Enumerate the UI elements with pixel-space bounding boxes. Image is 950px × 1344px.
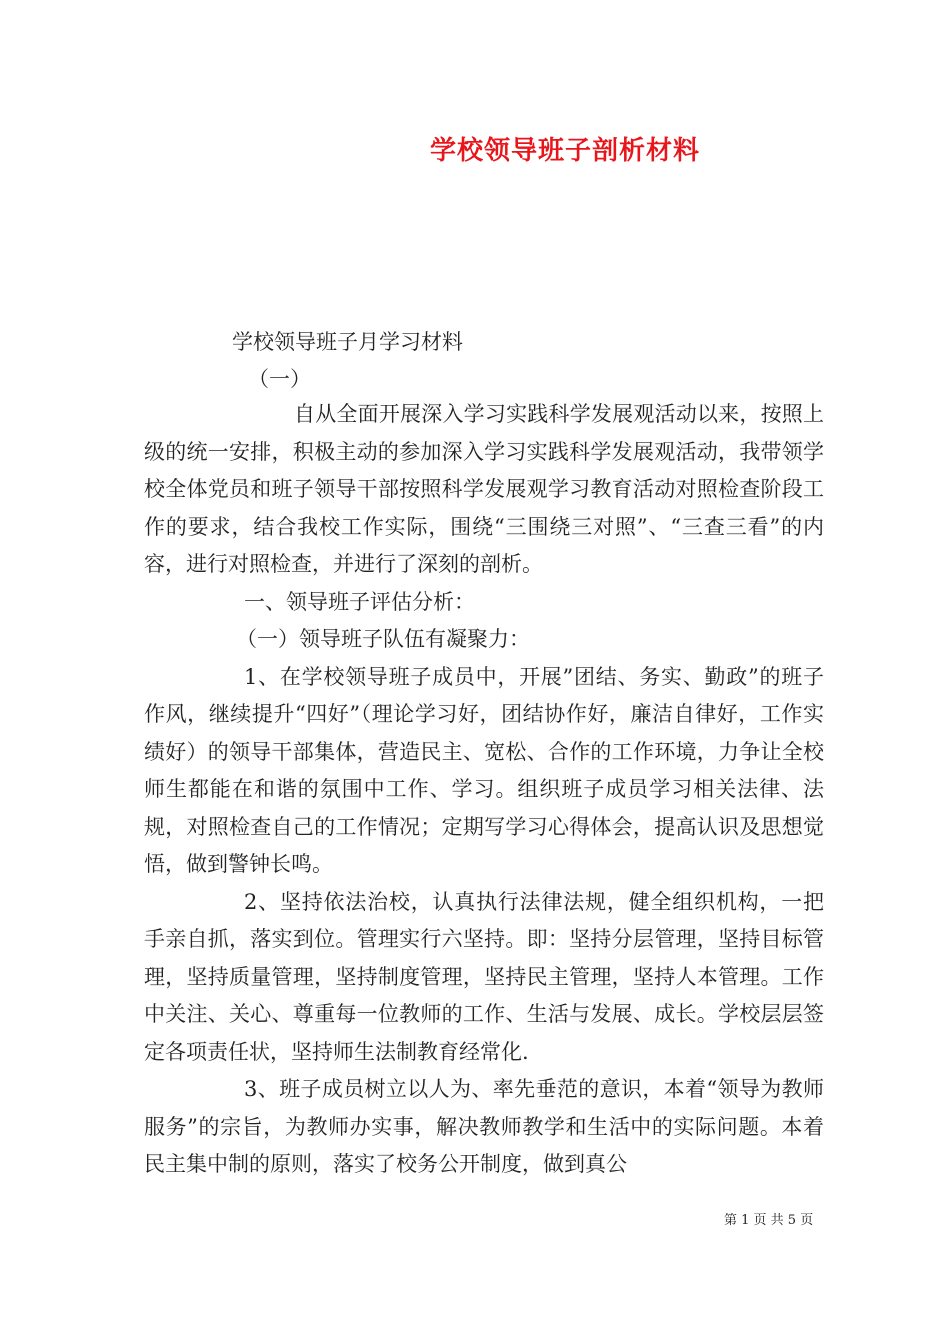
document-body [144,396,824,1184]
section-marker: （一） [248,367,311,391]
list-item-1: 1、在学校领导班子成员中，开展”团结、务实、勤政”的班子作风，继续提升“四好”（理论学习好，团结协作好，廉洁自律好，工作实绩好）的领导干部集体，营造民主、宽松、合作的工作环境，力争让全校师生都能在和谐的氛围中工作、学习。组织班子成员学习相关法律、法规，对照检查自己的工作情况；定期写学习心得体会，提高认识及思想觉悟，做到警钟长鸣。 [144,664,824,876]
list-item-2: 2、坚持依法治校，认真执行法律法规，健全组织机构，一把手亲自抓，落实到位。管理实行六坚持。即：坚持分层管理，坚持目标管理，坚持质量管理，坚持制度管理，坚持民主管理，坚持人本管理。工作中关注、关心、尊重每一位教师的工作、生活与发展、成长。学校层层签定各项责任状，坚持师生法制教育经常化. [144,889,824,1064]
document-title: 学校领导班子剖析材料 [430,136,701,166]
document-subtitle: 学校领导班子月学习材料 [232,330,463,354]
page-number-footer: 第 1 页 共 5 页 [724,1213,814,1228]
list-item-3: 3、班子成员树立以人为、率先垂范的意识，本着“领导为教师服务”的宗旨，为教师办实事，解决教师教学和生活中的实际问题。本着民主集中制的原则，落实了校务公开制度，做到真公 [144,1077,824,1176]
heading-evaluation: 一、领导班子评估分析： [244,589,475,614]
intro-paragraph: 自从全面开展深入学习实践科学发展观活动以来，按照上级的统一安排，积极主动的参加深入学习实践科学发展观活动，我带领学校全体党员和班子领导干部按照科学发展观学习教育活动对照检查阶段工作的要求，结合我校工作实际，围绕“三围绕三对照”、“三查三看”的内容，进行对照检查，并进行了深刻的剖析。 [144,402,824,576]
subheading-cohesion: （一）领导班子队伍有凝聚力： [236,627,530,651]
